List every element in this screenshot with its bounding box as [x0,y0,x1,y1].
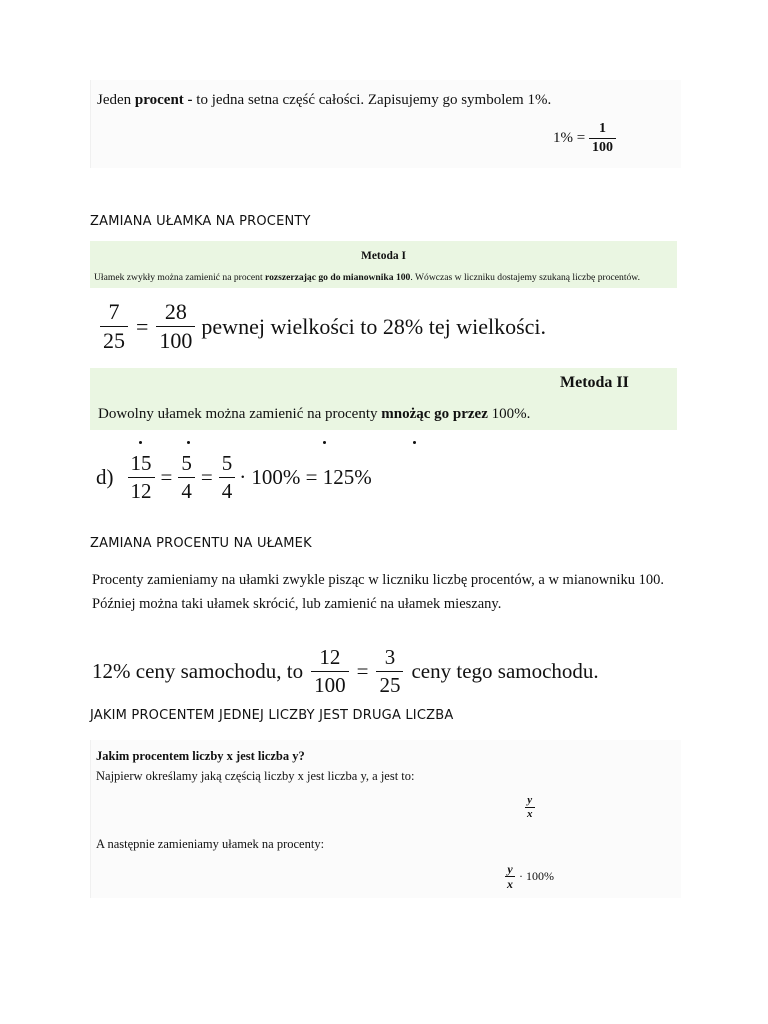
section-heading-fraction-to-percent: ZAMIANA UŁAMKA NA PROCENTY [90,214,311,229]
method1-title: Metoda I [360,250,407,262]
step2-text: A następnie zamieniamy ułamek na procenty: [96,837,325,851]
example1-equation [100,298,546,355]
numerator: 5 [181,451,192,475]
fraction-15-12 [128,450,155,505]
fraction-one-hundredth [589,120,616,157]
example3-head: 12% ceny samochodu, to [92,659,304,683]
question-text: Jakim procentem liczby x jest liczba y? [96,749,305,763]
denominator: x [507,877,513,891]
fraction-3-25 [376,644,403,699]
step1-text: Najpierw określamy jaką częścią liczby x jest liczba y, a jest to: [96,769,415,783]
artifact-dot [139,441,142,444]
denominator: 25 [103,328,125,353]
numerator: 15 [130,451,152,475]
section-heading-percent-to-fraction: ZAMIANA PROCENTU NA UŁAMEK [90,536,312,551]
numerator: 28 [164,299,187,324]
fraction-y-over-x-times-100 [505,862,554,891]
example3-equation [92,644,599,699]
denominator: 4 [221,479,233,503]
example-label: d) [96,465,114,489]
definition-text-start: Jeden [97,92,135,108]
paragraph-line-2: Później można taki ułamek skrócić, lub zamienić na ułamek mieszany. [92,596,502,612]
fraction-12-100 [311,644,349,699]
numerator: 1 [598,121,606,136]
method2-text-end: 100%. [487,406,531,422]
equals-sign: = [200,465,213,489]
fraction-7-25 [100,298,128,355]
fraction-y-x [525,794,535,821]
denominator: 12 [130,479,152,503]
method1-text-end: . Wówczas w liczniku dostajemy szukaną liczbę procentów. [410,272,640,283]
denominator: 25 [379,673,401,697]
example3-tail: ceny tego samochodu. [411,659,599,683]
fraction-5-4 [178,450,195,505]
paragraph-line-1: Procenty zamieniamy na ułamki zwykle pisząc w liczniku liczbę procentów, a w mianowniku 100. [92,572,665,588]
artifact-dot [323,441,326,444]
example2-equation [96,450,372,505]
one-percent-formula [553,120,616,157]
fraction-28-100 [156,298,195,355]
numerator: 5 [221,451,233,475]
artifact-dot [413,441,416,444]
denominator: 100 [591,140,613,155]
section-heading-percent-of-number: JAKIM PROCENTEM JEDNEJ LICZBY JEST DRUGA LICZBA [90,708,454,723]
method2-text-bold: mnożąc go przez [381,406,488,422]
equals-sign: = [160,465,173,489]
method2-text-start: Dowolny ułamek można zamienić na procenty [98,406,382,422]
formula-lhs: 1% = [553,130,586,146]
method2-description [98,406,530,423]
denominator: x [527,808,533,820]
numerator: y [507,862,513,876]
numerator: 7 [108,299,120,324]
example1-tail: pewnej wielkości to 28% tej wielkości. [201,313,547,339]
numerator: y [527,794,533,806]
method1-description [94,272,640,283]
equals-sign: = [356,659,369,683]
method1-text-start: Ułamek zwykły można zamienić na procent [94,272,266,283]
equals-sign: = [136,313,149,339]
fraction-y-x [505,862,515,891]
numerator: 12 [319,645,341,669]
denominator: 100 [314,673,346,697]
percent-definition [97,92,551,109]
method1-text-bold: rozszerzając go do mianownika 100 [265,272,411,283]
denominator: 4 [181,479,192,503]
denominator: 100 [159,328,193,353]
fraction-y-over-x [525,794,535,821]
definition-text-end: to jedna setna część całości. Zapisujemy go symbolem 1%. [192,92,552,108]
method2-title: Metoda II [560,374,629,391]
fraction-5-4 [219,450,236,505]
times-100-percent: · 100% [519,869,554,883]
numerator: 3 [384,645,396,669]
example2-tail: · 100% = 125% [239,465,372,489]
artifact-dot [187,441,190,444]
definition-term: procent - [134,92,193,108]
